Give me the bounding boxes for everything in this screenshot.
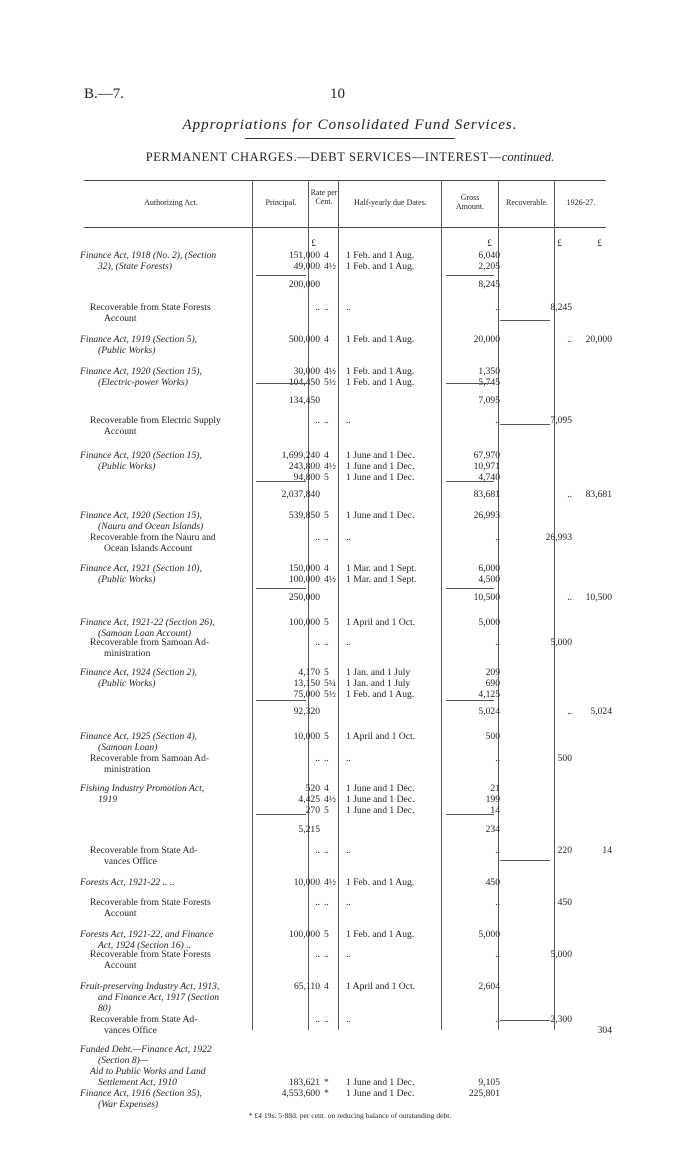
rate-cell: 5 bbox=[324, 731, 329, 742]
due-dates-cell: 1 June and 1 Dec. bbox=[346, 461, 415, 472]
row-label: Finance Act, 1920 (Section 15), bbox=[80, 510, 202, 521]
table-header-rule bbox=[84, 227, 606, 228]
principal-cell: 30,000 bbox=[293, 366, 320, 377]
due-dates-cell: .. bbox=[346, 845, 351, 856]
year-amount-cell: 10,500 bbox=[585, 592, 612, 603]
row-label: Recoverable from Electric Supply bbox=[90, 415, 221, 426]
due-dates-cell: 1 Mar. and 1 Sept. bbox=[346, 563, 417, 574]
gross-amount-cell: .. bbox=[495, 949, 500, 960]
recoverable-rule bbox=[500, 424, 550, 425]
due-dates-cell: .. bbox=[346, 302, 351, 313]
rate-cell: 5 bbox=[324, 617, 329, 628]
year-amount-cell: 304 bbox=[597, 1025, 612, 1036]
gross-amount-cell: 225,801 bbox=[468, 1088, 500, 1099]
due-dates-cell: 1 Feb. and 1 Aug. bbox=[346, 250, 415, 261]
principal-cell: .. bbox=[315, 637, 320, 648]
header-year: 1926-27. bbox=[566, 198, 596, 207]
due-dates-cell: 1 Feb. and 1 Aug. bbox=[346, 334, 415, 345]
row-label: (Samoan Loan) bbox=[98, 742, 158, 753]
rate-cell: 5½ bbox=[324, 689, 336, 700]
gross-amount-cell: 2,604 bbox=[478, 981, 500, 992]
rate-cell: 5 bbox=[324, 929, 329, 940]
principal-cell: .. bbox=[315, 897, 320, 908]
row-label: and Finance Act, 1917 (Section bbox=[98, 992, 220, 1003]
gross-amount-cell: 234 bbox=[485, 824, 500, 835]
row-label: Fishing Industry Promotion Act, bbox=[80, 783, 205, 794]
rate-cell: 4½ bbox=[324, 461, 336, 472]
rate-cell: 4½ bbox=[324, 366, 336, 377]
rate-cell: 4 bbox=[324, 783, 329, 794]
due-dates-cell: 1 June and 1 Dec. bbox=[346, 805, 415, 816]
gross-amount-cell: .. bbox=[495, 302, 500, 313]
row-label: (Section 8)— bbox=[98, 1055, 149, 1066]
due-dates-cell: 1 June and 1 Dec. bbox=[346, 450, 415, 461]
principal-cell: 10,000 bbox=[293, 731, 320, 742]
gross-amount-cell: 21 bbox=[490, 783, 500, 794]
gross-amount-cell: 26,993 bbox=[473, 510, 500, 521]
page-number: 10 bbox=[330, 86, 345, 102]
currency-recoverable: £ bbox=[557, 238, 562, 249]
principal-cell: 75,000 bbox=[293, 689, 320, 700]
due-dates-cell: .. bbox=[346, 637, 351, 648]
rate-cell: * bbox=[324, 1088, 329, 1099]
row-label: Recoverable from State Forests bbox=[90, 302, 211, 313]
principal-cell: 65,110 bbox=[293, 981, 320, 992]
rate-cell: * bbox=[324, 1077, 329, 1088]
rate-cell: .. bbox=[324, 415, 329, 426]
principal-cell: 49,000 bbox=[293, 261, 320, 272]
due-dates-cell: 1 Jan. and 1 July bbox=[346, 667, 411, 678]
year-amount-cell: 5,024 bbox=[590, 706, 612, 717]
row-label: Recoverable from Samoan Ad- bbox=[90, 637, 210, 648]
recoverable-cell: .. bbox=[567, 706, 572, 717]
due-dates-cell: .. bbox=[346, 1014, 351, 1025]
row-label: 32), (State Forests) bbox=[98, 261, 172, 272]
subtotal-rule bbox=[446, 383, 494, 384]
principal-cell: .. bbox=[315, 1014, 320, 1025]
gross-amount-cell: 5,000 bbox=[478, 617, 500, 628]
row-label: Forests Act, 1921-22 .. .. bbox=[80, 877, 175, 888]
row-label: vances Office bbox=[104, 1025, 157, 1036]
rate-cell: .. bbox=[324, 897, 329, 908]
due-dates-cell: .. bbox=[346, 897, 351, 908]
row-label: Recoverable from State Forests bbox=[90, 949, 211, 960]
gross-amount-cell: .. bbox=[495, 753, 500, 764]
subtotal-rule bbox=[256, 481, 306, 482]
gross-amount-cell: 2,205 bbox=[478, 261, 500, 272]
title-rule bbox=[245, 138, 455, 139]
rate-cell: .. bbox=[324, 637, 329, 648]
gross-amount-cell: 8,245 bbox=[478, 279, 500, 290]
row-label: (Electric-power Works) bbox=[98, 377, 188, 388]
row-label: Act, 1924 (Section 16) .. bbox=[98, 940, 191, 951]
principal-cell: .. bbox=[315, 302, 320, 313]
row-label: Funded Debt.—Finance Act, 1922 bbox=[80, 1044, 212, 1055]
due-dates-cell: 1 June and 1 Dec. bbox=[346, 1077, 415, 1088]
gross-amount-cell: 5,000 bbox=[478, 929, 500, 940]
row-label: Finance Act, 1916 (Section 35), bbox=[80, 1088, 202, 1099]
due-dates-cell: 1 Mar. and 1 Sept. bbox=[346, 574, 417, 585]
principal-cell: 2,037,840 bbox=[281, 489, 320, 500]
due-dates-cell: 1 Feb. and 1 Aug. bbox=[346, 261, 415, 272]
row-label: Finance Act, 1924 (Section 2), bbox=[80, 667, 198, 678]
principal-cell: 151,000 bbox=[288, 250, 320, 261]
rate-cell: .. bbox=[324, 949, 329, 960]
recoverable-cell: 450 bbox=[557, 897, 572, 908]
subtotal-rule bbox=[256, 275, 306, 276]
row-label: 80) bbox=[98, 1003, 111, 1014]
subtotal-rule bbox=[256, 814, 306, 815]
recoverable-cell: 7,095 bbox=[550, 415, 572, 426]
recoverable-cell: 5,000 bbox=[550, 949, 572, 960]
principal-cell: 520 bbox=[305, 783, 320, 794]
subtotal-rule bbox=[256, 383, 306, 384]
due-dates-cell: .. bbox=[346, 415, 351, 426]
row-label: Settlement Act, 1910 bbox=[98, 1077, 177, 1088]
row-label: (Public Works) bbox=[98, 678, 156, 689]
due-dates-cell: 1 June and 1 Dec. bbox=[346, 472, 415, 483]
gross-amount-cell: .. bbox=[495, 845, 500, 856]
due-dates-cell: 1 Feb. and 1 Aug. bbox=[346, 377, 415, 388]
gross-amount-cell: 4,125 bbox=[478, 689, 500, 700]
row-label: Account bbox=[104, 960, 137, 971]
year-amount-cell: 83,681 bbox=[585, 489, 612, 500]
row-label: (War Expenses) bbox=[98, 1099, 159, 1110]
year-amount-cell: 14 bbox=[602, 845, 612, 856]
recoverable-cell: .. bbox=[567, 592, 572, 603]
header-recoverable: Recoverable. bbox=[506, 198, 548, 207]
rate-cell: 4½ bbox=[324, 877, 336, 888]
principal-cell: 270 bbox=[305, 805, 320, 816]
principal-cell: 92,320 bbox=[293, 706, 320, 717]
subtotal-rule bbox=[446, 275, 494, 276]
header-gross: Gross Amount. bbox=[455, 193, 485, 212]
principal-cell: 183,621 bbox=[288, 1077, 320, 1088]
gross-amount-cell: 7,095 bbox=[478, 395, 500, 406]
due-dates-cell: 1 June and 1 Dec. bbox=[346, 794, 415, 805]
row-label: Finance Act, 1919 (Section 5), bbox=[80, 334, 198, 345]
principal-cell: 4,425 bbox=[298, 794, 320, 805]
row-label: Fruit-preserving Industry Act, 1913, bbox=[80, 981, 220, 992]
section-subtitle bbox=[0, 150, 700, 165]
rate-cell: .. bbox=[324, 753, 329, 764]
due-dates-cell: 1 June and 1 Dec. bbox=[346, 783, 415, 794]
recoverable-cell: 2,300 bbox=[550, 1014, 572, 1025]
recoverable-cell: .. bbox=[567, 334, 572, 345]
recoverable-rule bbox=[500, 1020, 550, 1021]
header-act: Authorizing Act. bbox=[144, 198, 198, 207]
principal-cell: 100,000 bbox=[288, 929, 320, 940]
rate-cell: 4 bbox=[324, 981, 329, 992]
due-dates-cell: 1 Jan. and 1 July bbox=[346, 678, 411, 689]
page-title bbox=[0, 117, 700, 139]
subtotal-rule bbox=[446, 481, 494, 482]
gross-amount-cell: .. bbox=[495, 637, 500, 648]
principal-cell: 200,000 bbox=[288, 279, 320, 290]
row-label: Account bbox=[104, 426, 137, 437]
due-dates-cell: 1 June and 1 Dec. bbox=[346, 510, 415, 521]
principal-cell: 539,850 bbox=[288, 510, 320, 521]
rate-cell: 4 bbox=[324, 250, 329, 261]
recoverable-cell: 5,000 bbox=[550, 637, 572, 648]
row-label: Finance Act, 1918 (No. 2), (Section bbox=[80, 250, 217, 261]
due-dates-cell: 1 April and 1 Oct. bbox=[346, 731, 416, 742]
table-top-rule bbox=[84, 180, 606, 181]
row-label: Finance Act, 1921 (Section 10), bbox=[80, 563, 202, 574]
subtitle-continued: continued. bbox=[501, 150, 555, 164]
gross-amount-cell: 690 bbox=[485, 678, 500, 689]
rate-cell: 5¼ bbox=[324, 678, 336, 689]
row-label: Account bbox=[104, 908, 137, 919]
due-dates-cell: 1 Feb. and 1 Aug. bbox=[346, 877, 415, 888]
currency-principal: £ bbox=[311, 238, 316, 249]
principal-cell: 250,000 bbox=[288, 592, 320, 603]
row-label: vances Office bbox=[104, 856, 157, 867]
gross-amount-cell: 83,681 bbox=[473, 489, 500, 500]
row-label: Finance Act, 1925 (Section 4), bbox=[80, 731, 198, 742]
rate-cell: 4 bbox=[324, 334, 329, 345]
gross-amount-cell: 20,000 bbox=[473, 334, 500, 345]
gross-amount-cell: .. bbox=[495, 415, 500, 426]
year-amount-cell: 20,000 bbox=[585, 334, 612, 345]
rate-cell: 4 bbox=[324, 563, 329, 574]
gross-amount-cell: 4,500 bbox=[478, 574, 500, 585]
gross-amount-cell: 14 bbox=[490, 805, 500, 816]
principal-cell: 134,450 bbox=[288, 395, 320, 406]
gross-amount-cell: 199 bbox=[485, 794, 500, 805]
gross-amount-cell: 5,745 bbox=[478, 377, 500, 388]
recoverable-cell: 26,993 bbox=[545, 532, 572, 543]
row-label: (Samoan Loan Account) bbox=[98, 628, 192, 639]
row-label: Recoverable from State Ad- bbox=[90, 1014, 198, 1025]
principal-cell: 150,000 bbox=[288, 563, 320, 574]
recoverable-cell: 500 bbox=[557, 753, 572, 764]
gross-amount-cell: .. bbox=[495, 532, 500, 543]
principal-cell: .. bbox=[315, 845, 320, 856]
footnote: * £4 19s. 5·88d. per cent. on reducing balance of outstanding debt. bbox=[248, 1111, 452, 1120]
gross-amount-cell: 9,105 bbox=[478, 1077, 500, 1088]
rate-cell: 4 bbox=[324, 450, 329, 461]
principal-cell: 100,000 bbox=[288, 574, 320, 585]
gross-amount-cell: 10,500 bbox=[473, 592, 500, 603]
row-label: Aid to Public Works and Land bbox=[90, 1066, 206, 1077]
row-label: Recoverable from Samoan Ad- bbox=[90, 753, 210, 764]
principal-cell: 5,215 bbox=[298, 824, 320, 835]
row-label: Finance Act, 1920 (Section 15), bbox=[80, 366, 202, 377]
recoverable-rule bbox=[500, 860, 550, 861]
recoverable-rule bbox=[500, 320, 550, 321]
row-label: 1919 bbox=[98, 794, 118, 805]
rate-cell: .. bbox=[324, 1014, 329, 1025]
principal-cell: 500,000 bbox=[288, 334, 320, 345]
row-label: (Nauru and Ocean Islands) bbox=[98, 521, 204, 532]
principal-cell: 1,699,240 bbox=[281, 450, 320, 461]
header-dates: Half-yearly due Dates. bbox=[354, 198, 427, 207]
rate-cell: 5 bbox=[324, 472, 329, 483]
principal-cell: 4,170 bbox=[298, 667, 320, 678]
principal-cell: .. bbox=[315, 532, 320, 543]
gross-amount-cell: 67,970 bbox=[473, 450, 500, 461]
row-label: Recoverable from State Forests bbox=[90, 897, 211, 908]
row-label: Finance Act, 1920 (Section 15), bbox=[80, 450, 202, 461]
principal-cell: .. bbox=[315, 753, 320, 764]
row-label: Recoverable from State Ad- bbox=[90, 845, 198, 856]
currency-gross: £ bbox=[487, 238, 492, 249]
principal-cell: 4,553,600 bbox=[281, 1088, 320, 1099]
principal-cell: 13,150 bbox=[293, 678, 320, 689]
gross-amount-cell: 5,024 bbox=[478, 706, 500, 717]
row-label: (Public Works) bbox=[98, 574, 156, 585]
row-label: (Public Works) bbox=[98, 461, 156, 472]
gross-amount-cell: 450 bbox=[485, 877, 500, 888]
gross-amount-cell: 209 bbox=[485, 667, 500, 678]
due-dates-cell: 1 Feb. and 1 Aug. bbox=[346, 929, 415, 940]
row-label: ministration bbox=[104, 648, 151, 659]
principal-cell: 94,800 bbox=[293, 472, 320, 483]
rate-cell: 5 bbox=[324, 510, 329, 521]
due-dates-cell: 1 June and 1 Dec. bbox=[346, 1088, 415, 1099]
row-label: Ocean Islands Account bbox=[104, 543, 193, 554]
rate-cell: 4½ bbox=[324, 794, 336, 805]
row-label: Forests Act, 1921-22, and Finance bbox=[80, 929, 214, 940]
page-title-text: Appropriations for Consolidated Fund Services. bbox=[182, 117, 518, 133]
due-dates-cell: 1 Feb. and 1 Aug. bbox=[346, 366, 415, 377]
rate-cell: 4½ bbox=[324, 574, 336, 585]
rate-cell: 5 bbox=[324, 667, 329, 678]
rate-cell: .. bbox=[324, 532, 329, 543]
gross-amount-cell: 500 bbox=[485, 731, 500, 742]
rate-cell: 4½ bbox=[324, 261, 336, 272]
subtitle-main: PERMANENT CHARGES.—DEBT SERVICES—INTEREST— bbox=[145, 150, 502, 164]
row-label: (Public Works) bbox=[98, 345, 156, 356]
gross-amount-cell: 6,040 bbox=[478, 250, 500, 261]
principal-cell: .. bbox=[315, 949, 320, 960]
rate-cell: 5 bbox=[324, 805, 329, 816]
due-dates-cell: .. bbox=[346, 753, 351, 764]
gross-amount-cell: 10,971 bbox=[473, 461, 500, 472]
due-dates-cell: .. bbox=[346, 532, 351, 543]
subtotal-rule bbox=[446, 814, 494, 815]
header-rate: Rate per Cent. bbox=[310, 188, 338, 207]
principal-cell: 104,450 bbox=[288, 377, 320, 388]
gross-amount-cell: .. bbox=[495, 897, 500, 908]
recoverable-cell: 220 bbox=[557, 845, 572, 856]
due-dates-cell: 1 Feb. and 1 Aug. bbox=[346, 689, 415, 700]
rate-cell: .. bbox=[324, 845, 329, 856]
row-label: Recoverable from the Nauru and bbox=[90, 532, 216, 543]
row-label: ministration bbox=[104, 764, 151, 775]
rate-cell: .. bbox=[324, 302, 329, 313]
gross-amount-cell: 1,350 bbox=[478, 366, 500, 377]
row-label: Account bbox=[104, 313, 137, 324]
recoverable-cell: .. bbox=[567, 489, 572, 500]
gross-amount-cell: 6,000 bbox=[478, 563, 500, 574]
subtotal-rule bbox=[256, 700, 306, 701]
due-dates-cell: 1 April and 1 Oct. bbox=[346, 617, 416, 628]
row-label: Finance Act, 1921-22 (Section 26), bbox=[80, 617, 215, 628]
gross-amount-cell: .. bbox=[495, 1014, 500, 1025]
subtotal-rule bbox=[446, 588, 494, 589]
subtotal-rule bbox=[446, 700, 494, 701]
rate-cell: 5½ bbox=[324, 377, 336, 388]
principal-cell: .. bbox=[315, 415, 320, 426]
gross-amount-cell: 4,740 bbox=[478, 472, 500, 483]
subtotal-rule bbox=[256, 588, 306, 589]
currency-year: £ bbox=[597, 238, 602, 249]
principal-cell: 10,000 bbox=[293, 877, 320, 888]
report-reference: B.—7. bbox=[84, 86, 125, 102]
principal-cell: 100,000 bbox=[288, 617, 320, 628]
recoverable-cell: 8,245 bbox=[550, 302, 572, 313]
header-principal: Principal. bbox=[265, 198, 297, 207]
principal-cell: 243,800 bbox=[288, 461, 320, 472]
due-dates-cell: .. bbox=[346, 949, 351, 960]
due-dates-cell: 1 April and 1 Oct. bbox=[346, 981, 416, 992]
